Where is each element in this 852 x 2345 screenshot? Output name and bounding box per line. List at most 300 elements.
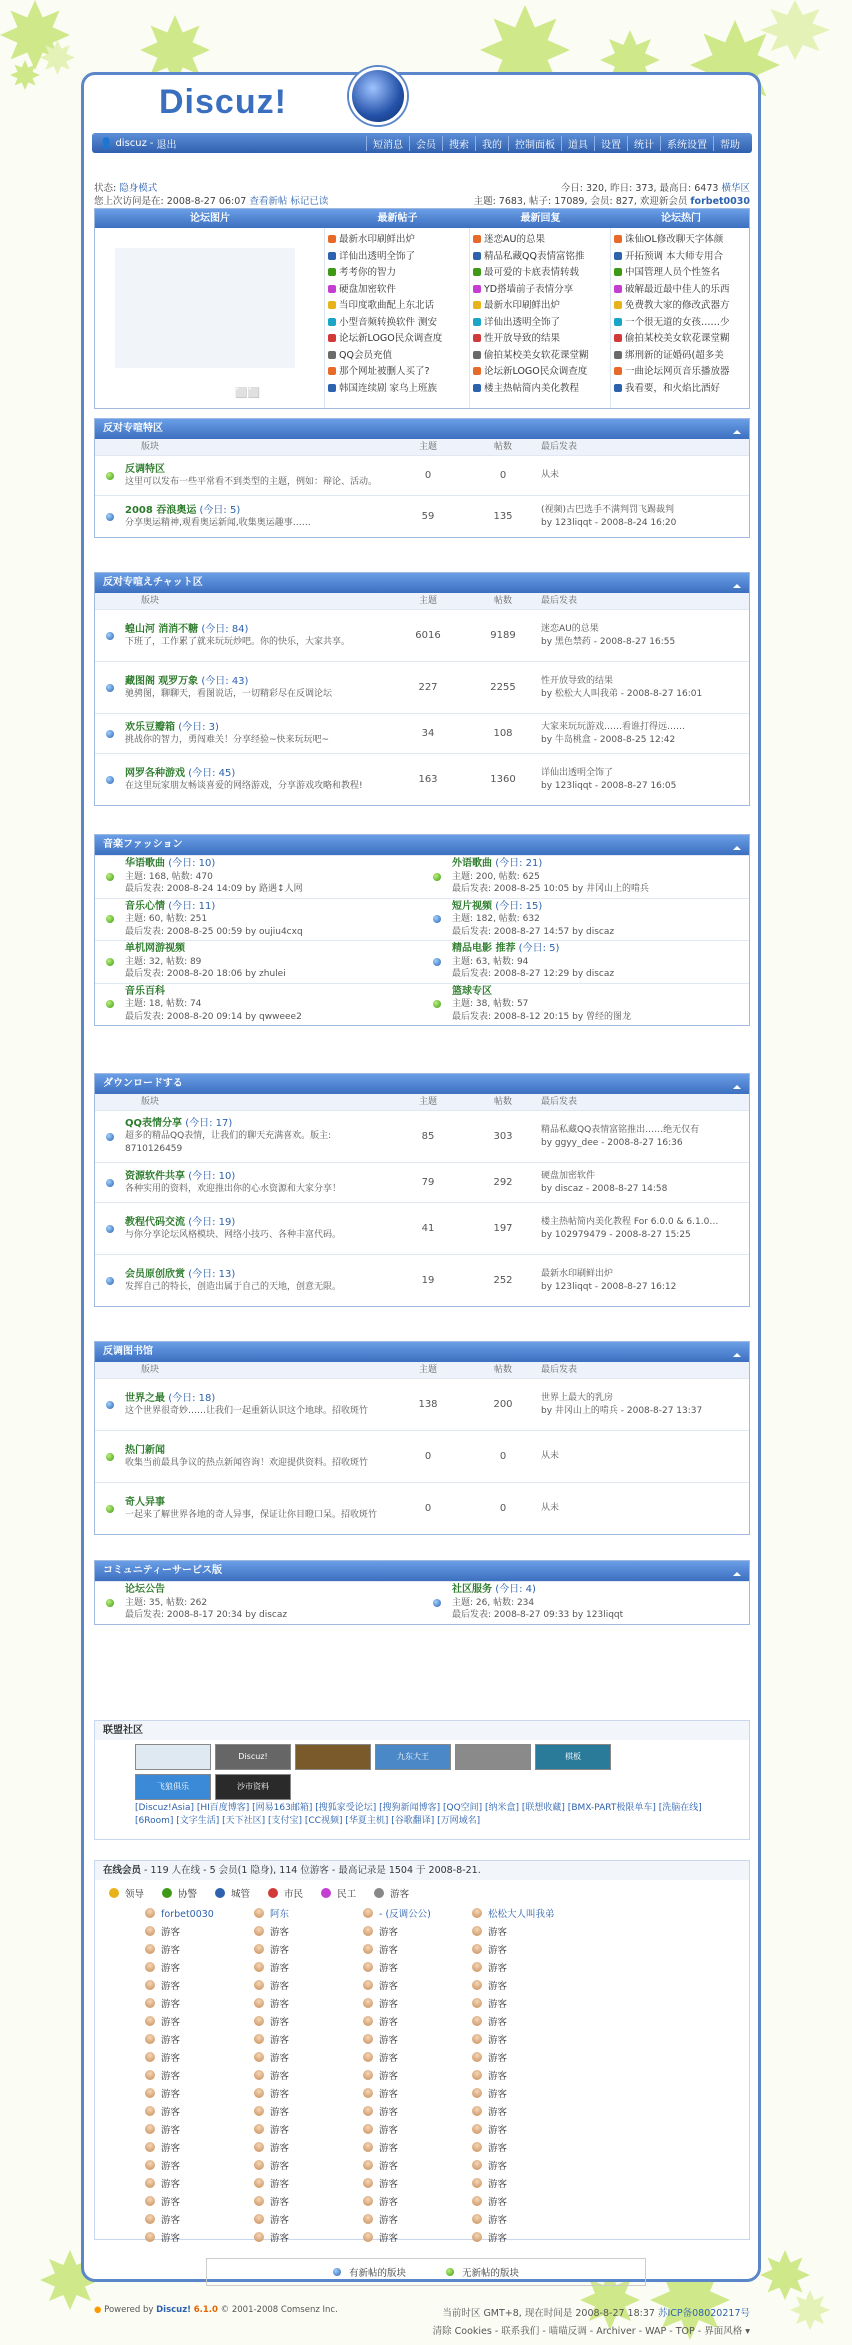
online-user[interactable]: 游客	[145, 2050, 254, 2068]
user-avatar-icon	[145, 2142, 155, 2152]
online-user[interactable]: 游客	[254, 1942, 363, 1960]
last-post-by: by 123liqqt - 2008-8-27 16:12	[541, 1281, 677, 1292]
user-avatar-icon	[254, 1944, 264, 1954]
online-user[interactable]: 游客	[145, 2122, 254, 2140]
image-slideshow[interactable]: ⬜⬜	[95, 228, 325, 408]
online-user[interactable]: 游客	[363, 1996, 472, 2014]
online-user[interactable]: 游客	[363, 2140, 472, 2158]
list-item[interactable]: 最新水印刷鲜出炉	[473, 298, 607, 315]
nav-item[interactable]: 道具	[561, 136, 594, 151]
nav-item[interactable]: 控制面板	[508, 136, 561, 151]
online-user[interactable]: 游客	[363, 2230, 472, 2248]
today-count: (今日: 11)	[168, 900, 216, 912]
nav-item[interactable]: 系统设置	[660, 136, 713, 151]
forum-status-icon	[106, 958, 114, 966]
today-count: (今日: 19)	[188, 1216, 236, 1228]
user-avatar-icon	[472, 2196, 482, 2206]
online-user[interactable]: 游客	[472, 2140, 581, 2158]
online-user[interactable]: 游客	[145, 1924, 254, 1942]
online-user[interactable]: 游客	[363, 1960, 472, 1978]
discuz-icon: ●	[94, 2305, 102, 2315]
bullet-icon	[473, 351, 481, 359]
online-user[interactable]: 阿东	[254, 1906, 363, 1924]
forum-name[interactable]: 会员原创欣赏	[125, 1268, 185, 1280]
forum-name[interactable]: 2008 吞浪奥运	[125, 504, 197, 516]
forum-status-icon	[106, 1401, 114, 1409]
user-avatar-icon	[363, 2160, 373, 2170]
member-group-legend: 协警	[162, 1886, 197, 1900]
member-group-legend: 市民	[268, 1886, 303, 1900]
nav-item[interactable]: 帮助	[713, 136, 746, 151]
online-user[interactable]: 游客	[145, 2158, 254, 2176]
tab-images[interactable]: 论坛图片	[190, 213, 230, 224]
list-item[interactable]: 那个网址被删人买了?	[328, 364, 466, 381]
online-user[interactable]: 游客	[472, 2158, 581, 2176]
legend-keys: 有新帖的版块 无新帖的版块	[206, 2258, 646, 2286]
footer-links[interactable]: 清除 Cookies - 联系我们 - 喵喵反调 - Archiver - WAP - TOP - 界面风格 ▾	[432, 2326, 750, 2337]
user-avatar-icon	[472, 1980, 482, 1990]
list-item[interactable]: 免费教大家的修改武器方	[614, 298, 748, 315]
online-user[interactable]: 游客	[145, 2068, 254, 2086]
bullet-icon	[328, 235, 336, 243]
online-user[interactable]: 游客	[363, 2014, 472, 2032]
bullet-icon	[473, 367, 481, 375]
bullet-icon	[614, 318, 622, 326]
online-user[interactable]: 游客	[472, 2122, 581, 2140]
topics-count: 85	[421, 1131, 435, 1142]
list-item[interactable]: 硬盘加密软件	[328, 282, 466, 299]
online-user[interactable]: 游客	[145, 2176, 254, 2194]
forum-name[interactable]: 资源软件共享	[125, 1170, 185, 1182]
list-item[interactable]: QQ会员充值	[328, 348, 466, 365]
user-avatar-icon	[472, 1998, 482, 2008]
today-count: (今日: 4)	[495, 1584, 536, 1595]
forum-status-icon	[106, 873, 114, 881]
online-user[interactable]: 游客	[472, 2176, 581, 2194]
bullet-icon	[473, 301, 481, 309]
user-avatar-icon	[472, 1926, 482, 1936]
online-user[interactable]: 游客	[145, 2212, 254, 2230]
posts-count: 303	[493, 1131, 513, 1142]
partner-banner[interactable]	[295, 1744, 371, 1770]
list-item[interactable]: 详仙出透明全饰了	[328, 249, 466, 266]
list-item[interactable]: 中国管理人员个性签名	[614, 265, 748, 282]
today-count: (今日: 15)	[495, 900, 543, 912]
forum-row	[95, 1254, 749, 1306]
info-row-1: 状态: 隐身模式 今日: 320, 昨日: 373, 最高日: 6473 横华区	[94, 183, 750, 194]
partner-banner[interactable]: Discuz!	[215, 1744, 291, 1770]
forum-name[interactable]: 蝗山河	[125, 623, 155, 635]
user-avatar-icon	[145, 1926, 155, 1936]
forum-name[interactable]: 教程代码交流	[125, 1216, 185, 1228]
forum-row	[95, 1202, 749, 1254]
user-icon: 👤	[100, 137, 113, 149]
list-item[interactable]: 偷拍某校美女软花课堂糊	[614, 331, 748, 348]
last-post-by: by 黑色禁药 - 2008-8-27 16:55	[541, 636, 676, 647]
section-title[interactable]: コミュニティーサービス版	[95, 1561, 749, 1581]
today-count: (今日: 18)	[168, 1392, 216, 1404]
forum-row	[95, 753, 749, 805]
partner-banner[interactable]: 棋板	[535, 1744, 611, 1770]
link-exchange	[94, 1720, 750, 1840]
nav-item[interactable]: 设置	[594, 136, 627, 151]
online-user[interactable]: 游客	[145, 2140, 254, 2158]
topics-count: 227	[418, 682, 438, 693]
forum-name[interactable]: 短片视频	[452, 900, 492, 912]
forum-desc: 这个世界很奇妙……让我们一起重新认识这个地球。招收斑竹	[125, 1405, 369, 1416]
last-post-title[interactable]: 详仙出透明全饰了	[541, 767, 614, 778]
online-user[interactable]: 游客	[254, 1960, 363, 1978]
forum-name[interactable]: 音乐百科	[125, 985, 165, 997]
section-title[interactable]: ダウンロードする	[95, 1074, 749, 1094]
list-item[interactable]: 考考你的智力	[328, 265, 466, 282]
last-post-title[interactable]: 最新水印刷鲜出炉	[541, 1268, 614, 1279]
user-avatar-icon	[254, 2160, 264, 2170]
bullet-icon	[614, 301, 622, 309]
user-avatar-icon	[145, 1908, 155, 1918]
user-avatar-icon	[254, 1980, 264, 1990]
section-chat	[94, 572, 750, 806]
footer: ● Powered by Discuz! 6.1.0 © 2001-2008 Comsenz Inc. 当前时区 GMT+8, 现在时间是 2008-8-27 18:37 苏ICP备08020217号 清除 Cookies - 联系我们 - 喵喵反调 - Archiver - WAP - TOP - 界面风格 ▾	[94, 2305, 750, 2337]
online-user[interactable]: 游客	[254, 2122, 363, 2140]
nav-item[interactable]: 统计	[627, 136, 660, 151]
last-post-title[interactable]: 精品私藏QQ表情富铭推出……绝无仅有	[541, 1124, 700, 1135]
forum-name-2[interactable]: 观罗万象	[158, 675, 199, 687]
partner-banner[interactable]: 九东大王	[375, 1744, 451, 1770]
online-title[interactable]: 在线会员	[103, 1865, 142, 1876]
online-user[interactable]: 游客	[472, 1924, 581, 1942]
list-item[interactable]: 一曲论坛网页音乐播放器	[614, 364, 748, 381]
forum-name[interactable]: 社区服务	[452, 1584, 492, 1595]
list-item[interactable]: 精品私藏QQ表情富铭推	[473, 249, 607, 266]
user-avatar-icon	[254, 1926, 264, 1936]
partner-banner[interactable]	[455, 1744, 531, 1770]
online-user[interactable]: 游客	[363, 2212, 472, 2230]
user-avatar-icon	[254, 2070, 264, 2080]
posts-count: 0	[499, 470, 507, 481]
online-user[interactable]: 游客	[472, 1942, 581, 1960]
user-avatar-icon	[363, 2124, 373, 2134]
list-item[interactable]: 楼主热帖简内美化教程	[473, 381, 607, 398]
forum-name[interactable]: 网罗各种游戏	[125, 767, 185, 779]
online-user[interactable]: 游客	[472, 1960, 581, 1978]
user-avatar-icon	[254, 2052, 264, 2062]
section-title[interactable]: 音楽ファッション	[95, 835, 749, 855]
online-user[interactable]: 游客	[472, 2050, 581, 2068]
online-user[interactable]: 游客	[145, 2086, 254, 2104]
logo[interactable]: Discuz!	[159, 83, 287, 121]
online-user[interactable]: 游客	[254, 2158, 363, 2176]
online-user[interactable]: 游客	[363, 2122, 472, 2140]
online-user[interactable]: 游客	[145, 1942, 254, 1960]
user-avatar-icon	[145, 2214, 155, 2224]
list-item[interactable]: 详仙出透明全饰了	[473, 315, 607, 332]
user-avatar-icon	[363, 2196, 373, 2206]
forum-status-icon	[106, 1277, 114, 1285]
user-avatar-icon	[472, 2106, 482, 2116]
online-user[interactable]: 游客	[363, 2032, 472, 2050]
forum-status-icon	[433, 873, 441, 881]
user-avatar-icon	[472, 2016, 482, 2026]
section-special	[94, 418, 750, 538]
user-avatar-icon	[254, 2142, 264, 2152]
online-user[interactable]: 游客	[254, 1924, 363, 1942]
online-user[interactable]: 游客	[145, 1960, 254, 1978]
online-user[interactable]: 游客	[363, 2194, 472, 2212]
bullet-icon	[614, 351, 622, 359]
mark-read-link[interactable]: 标记已读	[290, 196, 329, 207]
username[interactable]: discuz	[115, 137, 147, 149]
forum-row	[95, 713, 749, 753]
posts-count: 108	[493, 728, 513, 739]
forum-name-2[interactable]: 消消不糖	[158, 623, 199, 635]
last-post-title[interactable]: 性开放导致的结果	[541, 675, 614, 686]
forum-name[interactable]: 藏图阁	[125, 675, 155, 687]
section-title[interactable]: 反对专喧えチャット区	[95, 573, 749, 593]
forum-cell: 音乐百科 主题: 18, 帖数: 74 最后发表: 2008-8-20 09:14 by qwweee2	[95, 983, 422, 1026]
online-user[interactable]: 游客	[472, 2230, 581, 2248]
forum-name[interactable]: 欢乐豆瓣箱	[125, 721, 175, 733]
forum-status-icon	[433, 958, 441, 966]
forum-desc: 与你分享论坛风格模块、网络小技巧、各种丰富代码。	[125, 1229, 342, 1240]
today-count: (今日: 17)	[185, 1118, 233, 1129]
user-avatar-icon	[363, 1908, 373, 1918]
last-post-title[interactable]: 从未	[541, 1451, 560, 1461]
list-item[interactable]: 当印度歌曲配上东北话	[328, 298, 466, 315]
online-user[interactable]: forbet0030	[145, 1906, 254, 1924]
links-text[interactable]: [Discuz!Asia] [HI百度博客] [网易163邮箱] [搜狐家受论坛] [搜狗新闻博客] [QQ空间] [纳米盒] [联想收藏] [BMX-PART极限单车] [洗脑在线] [6Room] [文字生活] [天下社区] [支付宝] [CC视频] [华夏主机] [谷歌翻译] [万网域名]	[135, 1803, 702, 1826]
bullet-icon	[614, 235, 622, 243]
forum-name[interactable]: 反调特区	[125, 463, 165, 475]
online-user[interactable]: 游客	[254, 1996, 363, 2014]
bullet-icon	[328, 367, 336, 375]
online-members: 在线会员 - 119 人在线 - 5 会员(1 隐身), 114 位游客 - 最高记录是 1504 于 2008-8-21. 领导 协警 城管 市民 民工 游客 forbet0030 阿东 - (反调公公) 松松大人叫我弟 游客 游客 游客 游客 游客 游客 游客 游客 游客 游客 游客 游客 游客 游客 游客 游客 游客 游客 游客 游客 游客 游客 游客 游客 游客 游客 游客 游客 游客 游客 游客 游客 游客 游客 游客 游客 游客 游客 游客 游客 游客 游客 游客 游客 游客 游客 游客 游客 游客 游客 游客 游客 游客 游客 游客 游客 游客 游客 游客 游客 游客 游客 游客 游客 游客 游客 游客 游客 游客 游客 游客 游客	[94, 1860, 750, 2240]
online-user[interactable]: 游客	[254, 2086, 363, 2104]
forum-name[interactable]: QQ表情分享	[125, 1118, 183, 1129]
forum-name[interactable]: 热门新闻	[125, 1444, 165, 1456]
list-item[interactable]: 小型音频转换软件 测安	[328, 315, 466, 332]
nav-item[interactable]: 会员	[409, 136, 442, 151]
last-post-title[interactable]: 世界上最大的乳房	[541, 1392, 614, 1403]
user-avatar-icon	[472, 2088, 482, 2098]
online-user[interactable]: 游客	[254, 2050, 363, 2068]
list-item[interactable]: YD搭墙前子表情分享	[473, 282, 607, 299]
user-avatar-icon	[472, 1962, 482, 1972]
online-user[interactable]: 游客	[472, 2194, 581, 2212]
list-item[interactable]: 我看要，和火焰比酒好	[614, 381, 748, 398]
online-user[interactable]: 游客	[145, 1978, 254, 1996]
today-count: (今日: 84)	[201, 623, 249, 635]
online-user[interactable]: 松松大人叫我弟	[472, 1906, 581, 1924]
posts-count: 2255	[490, 682, 516, 693]
tab-new-replies[interactable]: 最新回复	[520, 213, 561, 224]
online-user[interactable]: 游客	[254, 1978, 363, 1996]
list-item[interactable]: 一个很无道的女孩……少	[614, 315, 748, 332]
forum-name[interactable]: 论坛公告	[125, 1584, 165, 1595]
section-title[interactable]: 反调图书馆	[95, 1342, 749, 1362]
list-item[interactable]: 最可爱的卡底表情转载	[473, 265, 607, 282]
tab-hot[interactable]: 论坛热门	[661, 213, 701, 224]
online-user[interactable]: 游客	[472, 2068, 581, 2086]
forum-name[interactable]: 音乐心情	[125, 900, 165, 912]
online-user[interactable]: 游客	[254, 2068, 363, 2086]
online-user[interactable]: 游客	[363, 1942, 472, 1960]
forum-name[interactable]: 精品电影 推荐	[452, 943, 516, 954]
online-user[interactable]: 游客	[472, 2032, 581, 2050]
last-post-title[interactable]: 大家来玩玩游戏……看谁打得远……	[541, 721, 686, 732]
list-item[interactable]: 开拓预调 本大师专用合	[614, 249, 748, 266]
online-user[interactable]: 游客	[363, 2050, 472, 2068]
today-count: (今日: 21)	[495, 858, 543, 869]
user-avatar-icon	[363, 2214, 373, 2224]
forum-name[interactable]: 奇人异事	[125, 1496, 165, 1508]
online-user[interactable]: 游客	[254, 2104, 363, 2122]
forum-cell: 短片视频 (今日: 15) 主题: 182, 帖数: 632 最后发表: 2008-8-27 14:57 by discaz	[422, 898, 749, 941]
online-user[interactable]: - (反调公公)	[363, 1906, 472, 1924]
online-user[interactable]: 游客	[145, 2032, 254, 2050]
member-group-icon	[215, 1888, 225, 1898]
last-post-title[interactable]: 楼主热帖简内美化教程 For 6.0.0 & 6.1.0…	[541, 1216, 719, 1227]
online-user[interactable]: 游客	[472, 1978, 581, 1996]
list-item[interactable]: 诛仙OL修改聊天字体颜	[614, 232, 748, 249]
posts-count: 252	[493, 1275, 513, 1286]
user-avatar-icon	[254, 2034, 264, 2044]
top-lists	[94, 208, 750, 409]
online-user[interactable]: 游客	[472, 2104, 581, 2122]
online-user[interactable]: 游客	[363, 2086, 472, 2104]
bullet-icon	[614, 285, 622, 293]
user-avatar-icon	[363, 1926, 373, 1936]
forum-status-icon	[106, 1000, 114, 1008]
online-user[interactable]: 游客	[363, 2104, 472, 2122]
column-header: 版块 主题 帖数 最后发表	[95, 1362, 749, 1378]
online-user[interactable]: 游客	[363, 1924, 472, 1942]
online-user[interactable]: 游客	[472, 2212, 581, 2230]
forum-name[interactable]: 华语歌曲	[125, 858, 165, 869]
online-user[interactable]: 游客	[363, 2068, 472, 2086]
bullet-icon	[614, 367, 622, 375]
rank-link[interactable]: 横华区	[721, 183, 750, 194]
online-user[interactable]: 游客	[145, 1996, 254, 2014]
user-avatar-icon	[363, 2178, 373, 2188]
online-user[interactable]: 游客	[254, 2014, 363, 2032]
user-avatar-icon	[145, 2160, 155, 2170]
last-post-title[interactable]: 硬盘加密软件	[541, 1170, 596, 1181]
online-user[interactable]: 游客	[254, 2176, 363, 2194]
list-item[interactable]: 性开放导致的结果	[473, 331, 607, 348]
last-post-title[interactable]: (视频)古巴选手不满判罚飞踢裁判	[541, 504, 675, 515]
list-item[interactable]: 偷拍某校美女软花课堂糊	[473, 348, 607, 365]
forum-name[interactable]: 篮球专区	[452, 985, 492, 997]
online-user[interactable]: 游客	[472, 1996, 581, 2014]
topics-count: 59	[421, 511, 435, 522]
list-item[interactable]: 论坛新LOGO民众调查度	[473, 364, 607, 381]
today-count: (今日: 43)	[201, 675, 249, 687]
forum-status-icon	[106, 730, 114, 738]
list-item[interactable]: 绑刑新的证婚码(超多美	[614, 348, 748, 365]
user-avatar-icon	[145, 1962, 155, 1972]
member-group-legend: 民工	[321, 1886, 356, 1900]
last-post-title[interactable]: 从未	[541, 470, 560, 480]
member-group-icon	[374, 1888, 384, 1898]
user-avatar-icon	[145, 1944, 155, 1954]
online-user[interactable]: 游客	[145, 2194, 254, 2212]
online-user[interactable]: 游客	[145, 2014, 254, 2032]
online-user[interactable]: 游客	[254, 2230, 363, 2248]
online-user[interactable]: 游客	[254, 2032, 363, 2050]
partner-banner[interactable]	[135, 1744, 211, 1770]
forum-row	[95, 1162, 749, 1202]
partner-banner[interactable]: 沙市资料	[215, 1774, 291, 1800]
online-user[interactable]: 游客	[145, 2230, 254, 2248]
online-user[interactable]: 游客	[145, 2104, 254, 2122]
nav-item[interactable]: 我的	[475, 136, 508, 151]
online-user[interactable]: 游客	[254, 2194, 363, 2212]
forum-row	[95, 609, 749, 661]
bullet-icon	[328, 384, 336, 392]
last-post-title[interactable]: 迷恋AU的总果	[541, 623, 599, 634]
bullet-icon	[614, 334, 622, 342]
list-item[interactable]: 迷恋AU的总果	[473, 232, 607, 249]
status-mode[interactable]: 隐身模式	[119, 183, 158, 194]
user-avatar-icon	[145, 2016, 155, 2026]
user-avatar-icon	[145, 2052, 155, 2062]
list-item[interactable]: 论坛新LOGO民众调查度	[328, 331, 466, 348]
online-user[interactable]: 游客	[254, 2212, 363, 2230]
online-user[interactable]: 游客	[472, 2086, 581, 2104]
posts-count: 9189	[490, 630, 516, 641]
today-count: (今日: 5)	[518, 943, 560, 954]
nav-item[interactable]: 搜索	[442, 136, 475, 151]
topics-count: 0	[424, 1451, 432, 1462]
online-user[interactable]: 游客	[254, 2140, 363, 2158]
user-avatar-icon	[363, 2016, 373, 2026]
section-title[interactable]: 反对专喧特区	[95, 419, 749, 439]
forum-name[interactable]: 单机网游视频	[125, 943, 185, 954]
tab-new-posts[interactable]: 最新帖子	[377, 213, 418, 224]
logout-link[interactable]: 退出	[156, 139, 177, 151]
new-member-link[interactable]: forbet0030	[690, 196, 750, 207]
list-item[interactable]: 破解最近最中佳人的乐西	[614, 282, 748, 299]
partner-banner[interactable]: 飞狼俱乐	[135, 1774, 211, 1800]
user-avatar-icon	[145, 1998, 155, 2008]
bullet-icon	[473, 252, 481, 260]
user-avatar-icon	[145, 2070, 155, 2080]
last-post-by: by 123liqqt - 2008-8-24 16:20	[541, 517, 677, 528]
online-user[interactable]: 游客	[363, 2176, 472, 2194]
online-user[interactable]: 游客	[363, 1978, 472, 1996]
nav-item[interactable]: 短消息	[366, 136, 409, 151]
user-avatar-icon	[363, 1998, 373, 2008]
user-avatar-icon	[472, 2232, 482, 2242]
online-user[interactable]: 游客	[363, 2158, 472, 2176]
forum-name[interactable]: 世界之最	[125, 1392, 165, 1404]
online-user[interactable]: 游客	[472, 2014, 581, 2032]
last-post-title[interactable]: 从未	[541, 1503, 560, 1513]
icp-link[interactable]: 苏ICP备08020217号	[657, 2308, 750, 2319]
bullet-icon	[328, 252, 336, 260]
list-item[interactable]: 最新水印刷鲜出炉	[328, 232, 466, 249]
new-posts-link[interactable]: 查看新帖	[249, 196, 288, 207]
list-hot	[611, 228, 751, 408]
list-item[interactable]: 韩国连续剧 家乌上班族	[328, 381, 466, 398]
forum-name[interactable]: 外语歌曲	[452, 858, 492, 869]
forum-desc: 下班了，工作累了就来玩玩炒吧。你的快乐，大家共享。	[125, 636, 351, 647]
forum-cell: 论坛公告 主题: 35, 帖数: 262 最后发表: 2008-8-17 20:34 by discaz	[95, 1581, 422, 1624]
bullet-icon	[328, 268, 336, 276]
forum-row	[95, 1430, 749, 1482]
bullet-icon	[328, 334, 336, 342]
